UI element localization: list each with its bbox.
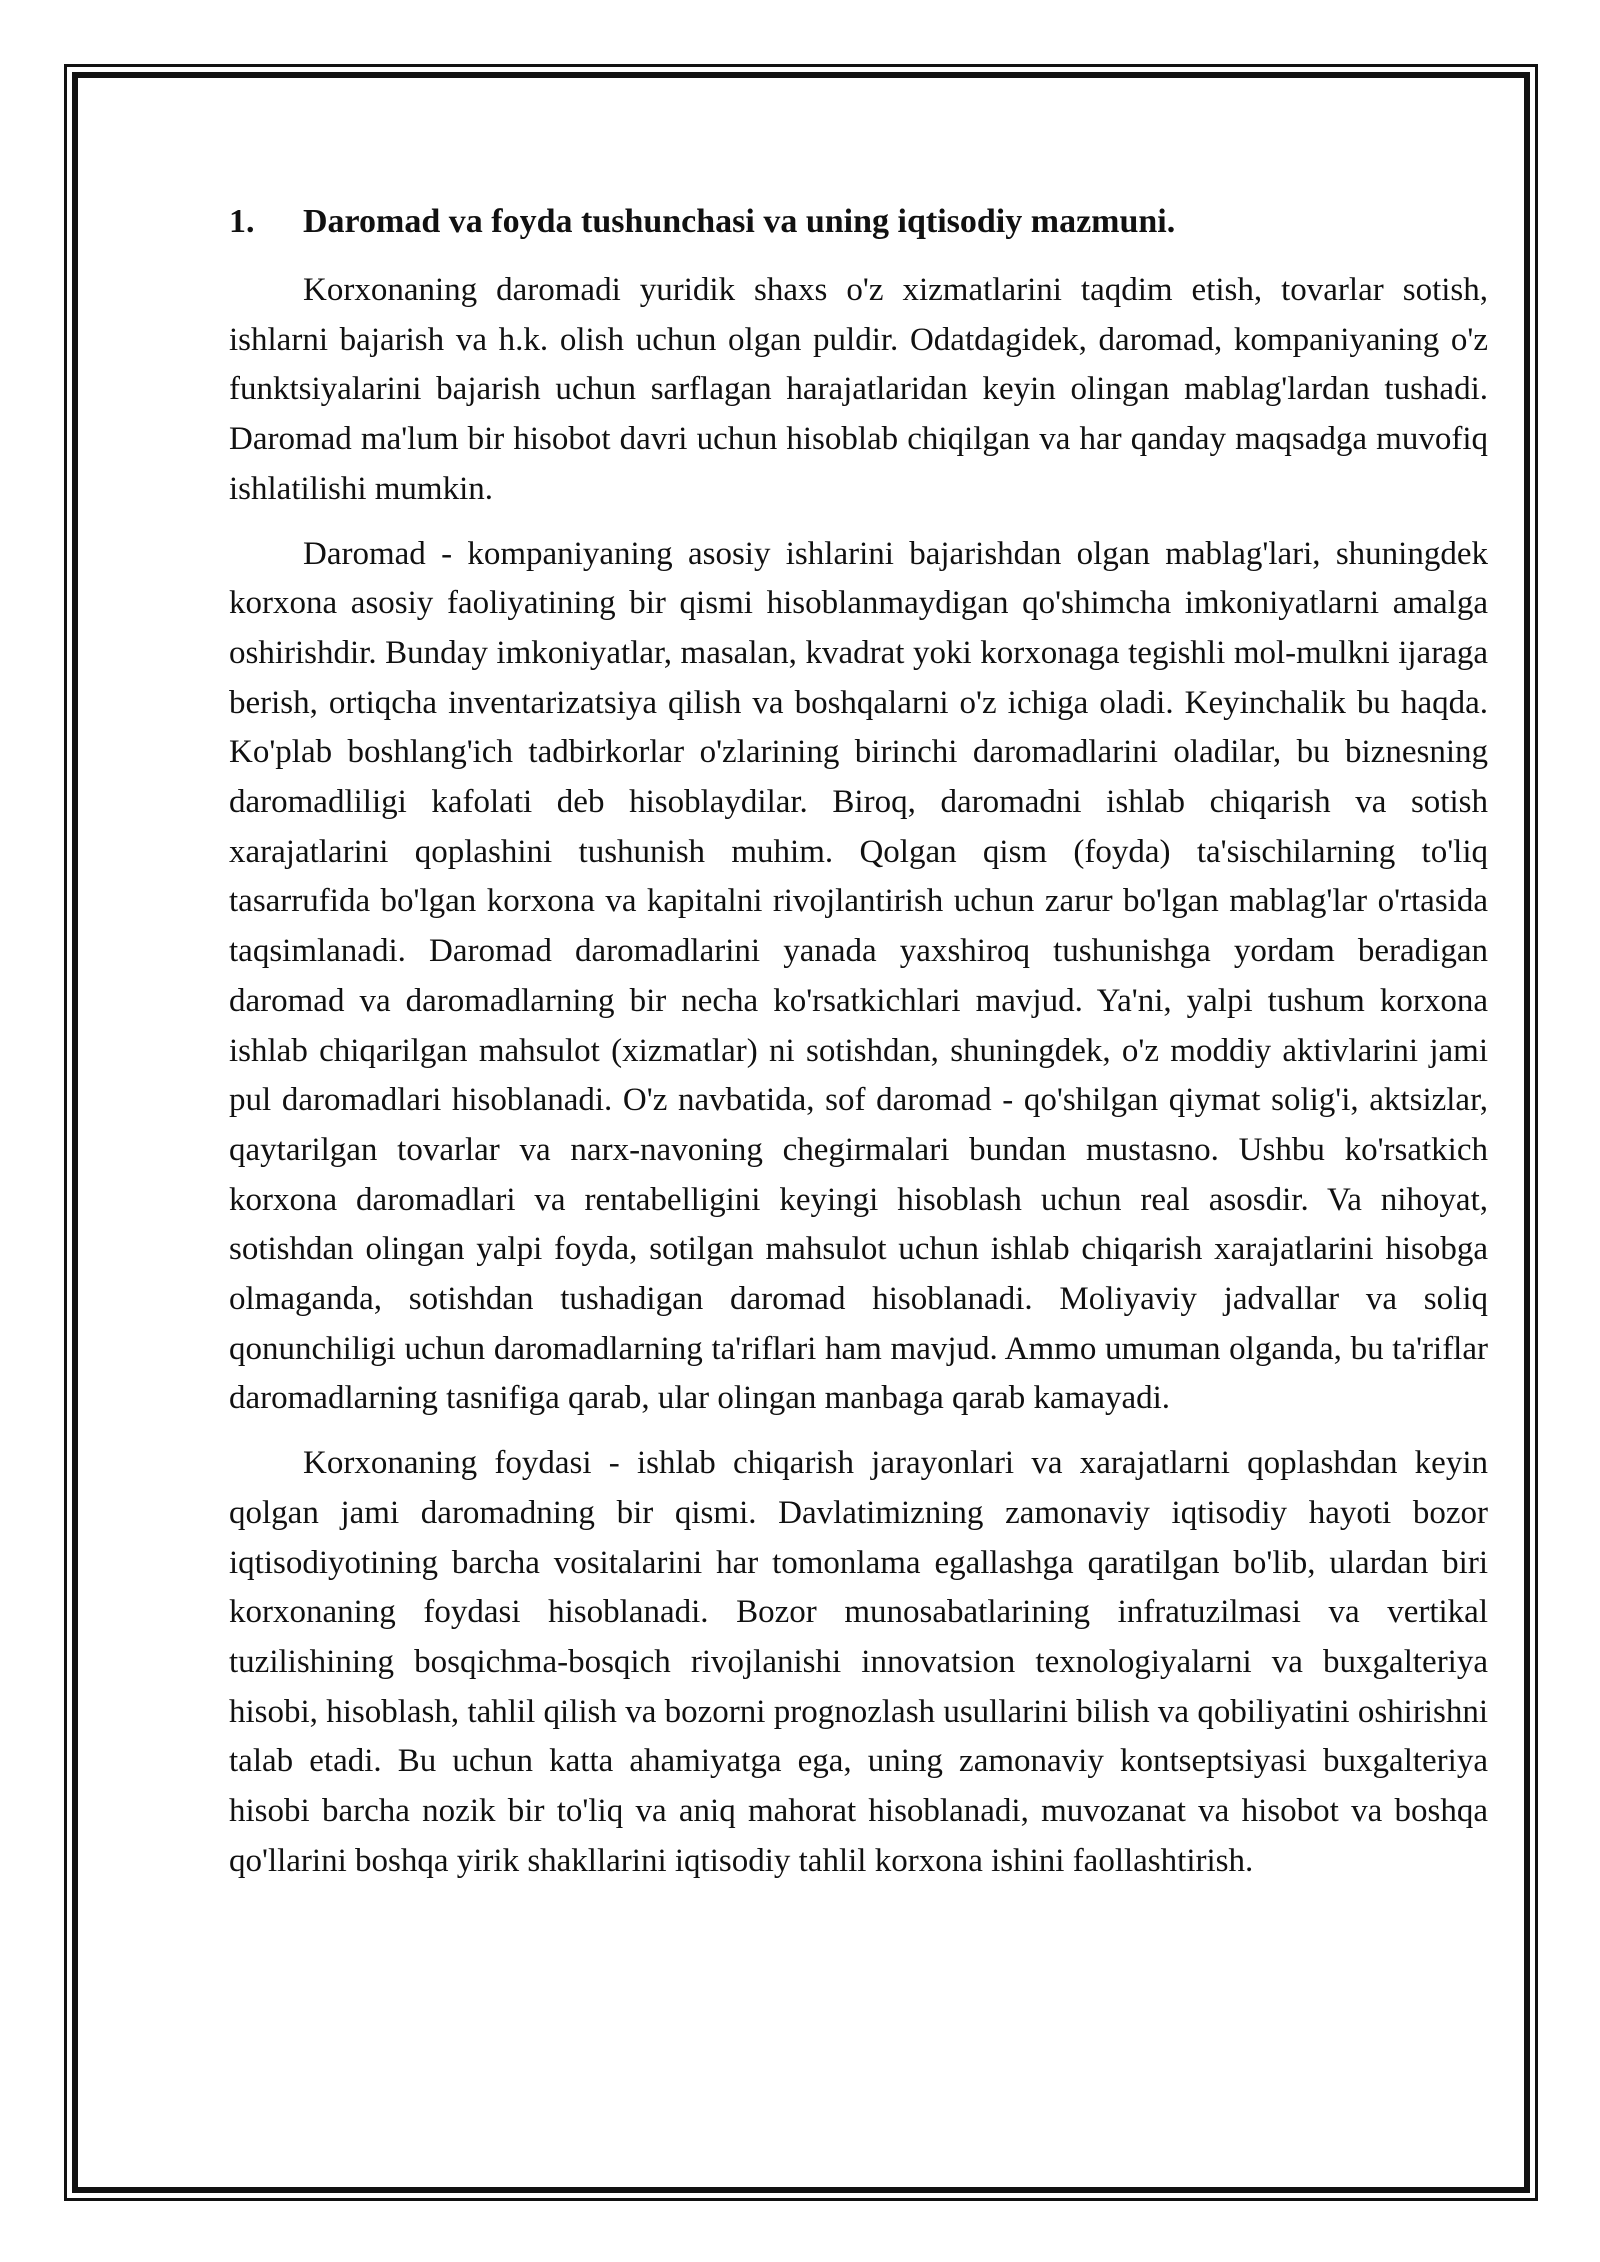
paragraph-revenue-definition: Korxonaning daromadi yuridik shaxs o'z xizmatlarini taqdim etish, tovarlar sotish, ishlarni bajarish va h.k. olish uchun olgan puldir. Odatdagidek, daromad, kompaniyaning o'z funktsiyalarini bajarish uchun sarflagan harajatlaridan keyin olingan mablag'lardan tushadi. Daromad ma'lum bir hisobot davri uchun hisoblab chiqilgan va har qanday maqsadga muvofiq ishlatilishi mumkin.	[229, 272, 1488, 507]
document-body	[229, 200, 1488, 1902]
paragraph-profit-definition: Korxonaning foydasi - ishlab chiqarish jarayonlari va xarajatlarni qoplashdan keyin qolgan jami daromadning bir qismi. Davlatimizning zamonaviy iqtisodiy hayoti bozor iqtisodiyotining barcha vositalarini har tomonlama egallashga qaratilgan bo'lib, ulardan biri korxonaning foydasi hisoblanadi. Bozor munosabatlarining infratuzilmasi va vertikal tuzilishining bosqichma-bosqich rivojlanishi innovatsion texnologiyalarni va buxgalteriya hisobi, hisoblash, tahlil qilish va bozorni prognozlash usullarini bilish va qobiliyatini oshirishni talab etadi. Bu uchun katta ahamiyatga ega, uning zamonaviy kontseptsiyasi buxgalteriya hisobi barcha nozik bir to'liq va aniq mahorat hisoblanadi, muvozanat va hisobot va boshqa qo'llarini boshqa yirik shakllarini iqtisodiy tahlil korxona ishini faollashtirish.	[229, 1445, 1488, 1879]
paragraph-revenue-details: Daromad - kompaniyaning asosiy ishlarini bajarishdan olgan mablag'lari, shuningdek korxona asosiy faoliyatining bir qismi hisoblanmaydigan qo'shimcha imkoniyatlarni amalga oshirishdir. Bunday imkoniyatlar, masalan, kvadrat yoki korxonaga tegishli mol-mulkni ijaraga berish, ortiqcha inventarizatsiya qilish va boshqalarni o'z ichiga oladi. Keyinchalik bu haqda. Ko'plab boshlang'ich tadbirkorlar o'zlarining birinchi daromadlarini oladilar, bu biznesning daromadliligi kafolati deb hisoblaydilar. Biroq, daromadni ishlab chiqarish va sotish xarajatlarini qoplashini tushunish muhim. Qolgan qism (foyda) ta'sischilarning to'liq tasarrufida bo'lgan korxona va kapitalni rivojlantirish uchun zarur bo'lgan mablag'lar o'rtasida taqsimlanadi. Daromad daromadlarini yanada yaxshiroq tushunishga yordam beradigan daromad va daromadlarning bir necha ko'rsatkichlari mavjud. Ya'ni, yalpi tushum korxona ishlab chiqarilgan mahsulot (xizmatlar) ni sotishdan, shuningdek, o'z moddiy aktivlarini jami pul daromadlari hisoblanadi. O'z navbatida, sof daromad - qo'shilgan qiymat solig'i, aktsizlar, qaytarilgan tovarlar va narx-navoning chegirmalari bundan mustasno. Ushbu ko'rsatkich korxona daromadlari va rentabelligini keyingi hisoblash uchun real asosdir. Va nihoyat, sotishdan olingan yalpi foyda, sotilgan mahsulot uchun ishlab chiqarish xarajatlarini hisobga olmaganda, sotishdan tushadigan daromad hisoblanadi. Moliyaviy jadvallar va soliq qonunchiligi uchun daromadlarning ta'riflari ham mavjud. Ammo umuman olganda, bu ta'riflar daromadlarning tasnifiga qarab, ular olingan manbaga qarab kamayadi.	[229, 535, 1488, 1417]
section-number: 1.	[229, 203, 255, 240]
section-heading	[229, 200, 1488, 244]
section-title: Daromad va foyda tushunchasi va uning iqtisodiy mazmuni.	[303, 203, 1176, 240]
